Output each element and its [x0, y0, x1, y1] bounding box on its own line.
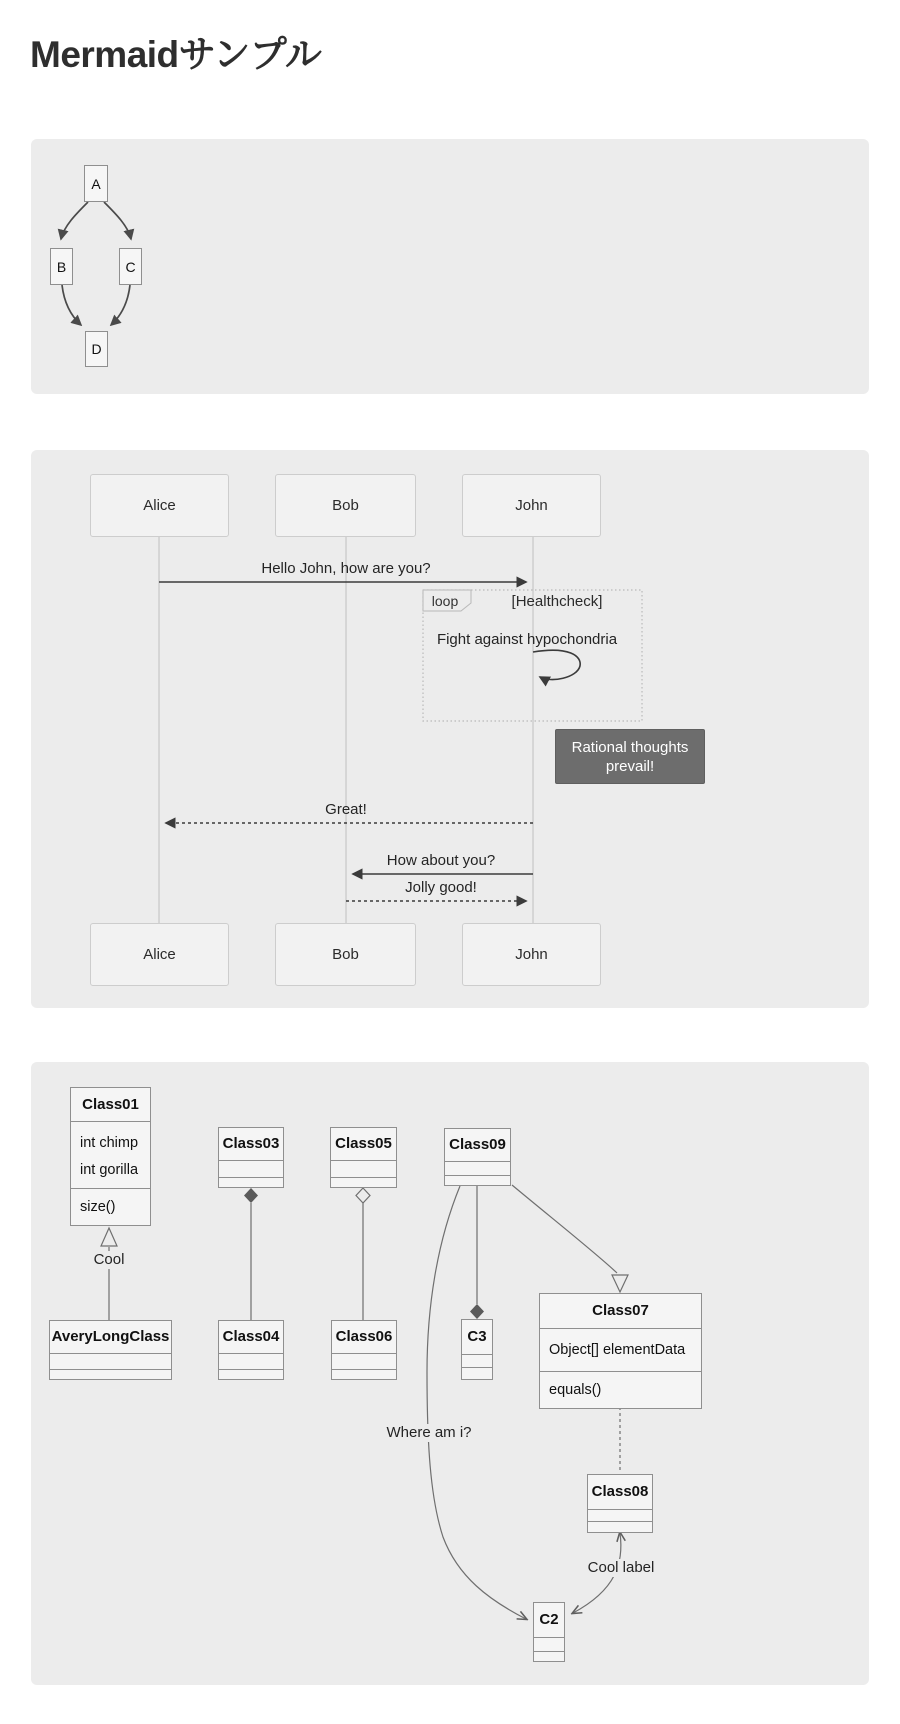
actor-bob-bottom: Bob	[275, 923, 416, 986]
class-attributes	[50, 1353, 171, 1369]
class-title: Class01	[82, 1096, 139, 1113]
msg-self-loop-arrow	[533, 650, 580, 679]
class-attribute: Object[] elementData	[549, 1342, 686, 1358]
class-title: Class07	[592, 1302, 649, 1319]
class-panel	[31, 1062, 869, 1685]
aggregation-diamond-class05	[356, 1188, 370, 1203]
msg-self-label: Fight against hypochondria	[436, 631, 618, 648]
actor-john-bottom: John	[462, 923, 601, 986]
class-box-class06	[331, 1320, 397, 1380]
flowchart-node-c: C	[119, 248, 142, 285]
actor-john-top: John	[462, 474, 601, 537]
composition-diamond-class03	[244, 1188, 258, 1203]
msg-great-label: Great!	[325, 801, 367, 818]
loop-condition: [Healthcheck]	[511, 593, 603, 610]
class-methods	[331, 1177, 396, 1187]
class-title: Class04	[222, 1328, 280, 1345]
class-methods	[219, 1369, 283, 1379]
flowchart-node-b: B	[50, 248, 73, 285]
note-rational-thoughts: Rational thoughts prevail!	[555, 729, 705, 784]
class-title: AveryLongClass	[51, 1328, 170, 1345]
actor-bob-top: Bob	[275, 474, 416, 537]
msg-how-label: How about you?	[386, 852, 496, 869]
flowchart-node-d: D	[85, 331, 108, 367]
class-box-class08	[587, 1474, 653, 1533]
flowchart-node-a: A	[84, 165, 108, 202]
flowchart-panel	[31, 139, 869, 394]
sequence-panel	[31, 450, 869, 1008]
class-title: Class06	[335, 1328, 393, 1345]
actor-alice-bottom: Alice	[90, 923, 229, 986]
class-attributes	[534, 1637, 564, 1651]
msg-hello-label: Hello John, how are you?	[261, 560, 431, 577]
class-title: Class08	[591, 1483, 649, 1500]
class-title: C2	[539, 1611, 559, 1628]
class-methods	[50, 1369, 171, 1379]
class-attributes	[445, 1161, 510, 1175]
class-attribute: int chimp	[80, 1135, 139, 1151]
edge-label-where-am-i: Where am i?	[382, 1424, 475, 1442]
flowchart-edges	[31, 139, 869, 394]
composition-diamond-c3	[470, 1304, 484, 1319]
inheritance-triangle-class01	[101, 1228, 117, 1246]
class-methods	[462, 1367, 492, 1379]
class-box-class04	[218, 1320, 284, 1380]
class-attributes	[219, 1353, 283, 1369]
edge-a-b	[61, 202, 88, 239]
class-attributes	[588, 1509, 652, 1521]
class-method: size()	[80, 1199, 116, 1215]
class-title: Class05	[335, 1135, 392, 1152]
class-methods	[71, 1188, 150, 1225]
class-attribute: int gorilla	[80, 1162, 139, 1178]
class-methods	[219, 1177, 283, 1187]
msg-jolly-label: Jolly good!	[405, 879, 477, 896]
edge-c-d	[111, 285, 130, 325]
class-box-class09	[444, 1128, 511, 1186]
class-attributes	[540, 1328, 701, 1371]
class-attributes	[71, 1121, 150, 1188]
class-box-class01	[70, 1087, 151, 1226]
edge-a-c	[104, 202, 131, 239]
class-title: Class03	[222, 1135, 280, 1152]
page-title: Mermaidサンプル	[30, 34, 322, 75]
class-methods	[534, 1651, 564, 1661]
class-attributes	[331, 1160, 396, 1177]
class-title: Class09	[449, 1136, 506, 1153]
class-methods	[588, 1521, 652, 1532]
class-methods	[445, 1175, 510, 1185]
class-box-class05	[330, 1127, 397, 1188]
class-attributes	[332, 1353, 396, 1369]
class-methods	[540, 1371, 701, 1408]
loop-label: loop	[431, 593, 459, 609]
class-attributes	[219, 1160, 283, 1177]
edge-class09-class07	[512, 1185, 617, 1273]
class-title: C3	[467, 1328, 487, 1345]
class-attributes	[462, 1354, 492, 1367]
inheritance-triangle-class07	[612, 1275, 628, 1292]
class-box-class07	[539, 1293, 702, 1409]
class-method: equals()	[549, 1382, 602, 1398]
edge-label-cool: Cool	[90, 1251, 129, 1269]
class-box-averylongclass	[49, 1320, 172, 1380]
class-methods	[332, 1369, 396, 1379]
class-box-c2	[533, 1602, 565, 1662]
class-box-class03	[218, 1127, 284, 1188]
actor-alice-top: Alice	[90, 474, 229, 537]
edge-b-d	[62, 285, 81, 325]
edge-label-cool-label: Cool label	[584, 1559, 659, 1577]
class-box-c3	[461, 1319, 493, 1380]
